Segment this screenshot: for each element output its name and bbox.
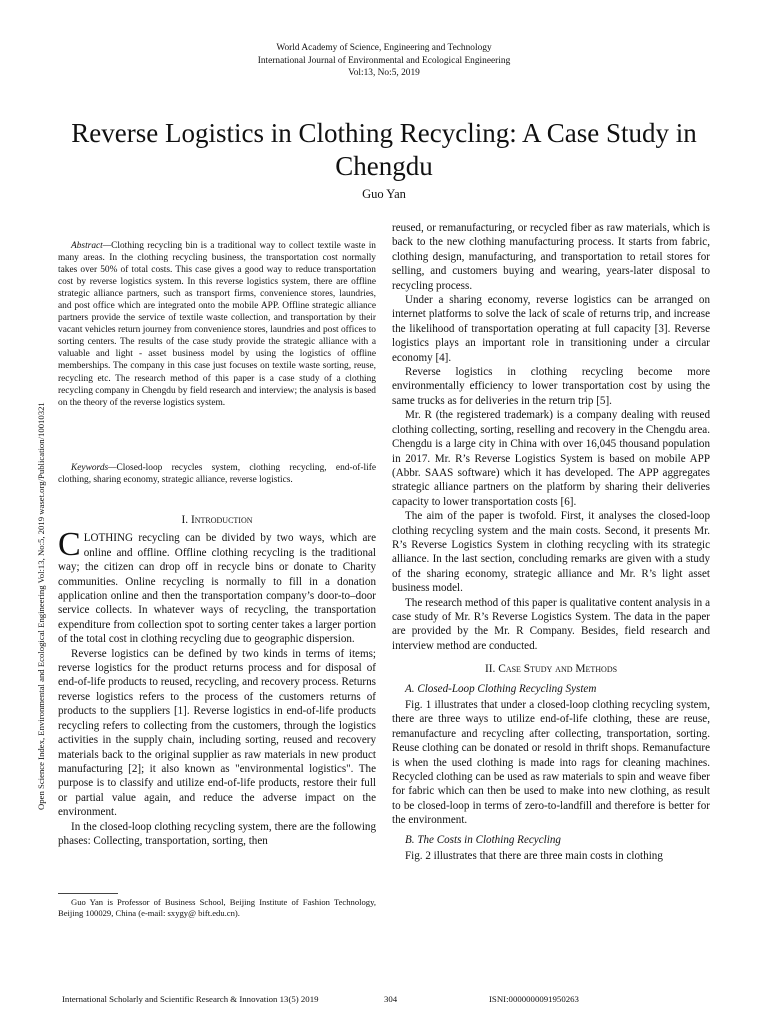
header-line-2: International Journal of Environmental and Ecological Engineering bbox=[257, 55, 511, 66]
side-index-text: Open Science Index, Environmental and Ecological Engineering Vol:13, No:5, 2019 waset.org/Publication/10010321 bbox=[36, 402, 46, 810]
footer-isni: ISNI:0000000091950263 bbox=[489, 994, 579, 1004]
subsection-a-heading: A. Closed-Loop Clothing Recycling System bbox=[405, 682, 597, 695]
right-paragraph-1: Under a sharing economy, reverse logistics can be arranged on internet platforms to solve the lack of scale of returns trip, and increase the likelihood of transportation operating at full capacity [3]. Reverse logistics plays an important role in transitioning under a circular economy [4]. bbox=[392, 294, 710, 364]
footer-page-number: 304 bbox=[384, 994, 398, 1004]
author-footnote: Guo Yan is Professor of Business School, Beijing Institute of Fashion Technology, Beijing 100029, China (e-mail: sxygy@ bift.edu.cn). bbox=[58, 897, 376, 918]
section-heading-case-study: II. Case Study and Methods bbox=[484, 663, 618, 676]
footnote-rule bbox=[58, 893, 118, 894]
keywords bbox=[58, 462, 376, 486]
abstract-label: Abstract— bbox=[71, 241, 112, 251]
keywords-text: Closed-loop recycles system, clothing recycling, end-of-life clothing, sharing economy, strategic alliance, reverse logistics. bbox=[58, 463, 376, 486]
section-heading-introduction: I. Introduction bbox=[181, 514, 253, 526]
paper-title: Reverse Logistics in Clothing Recycling: A Case Study in Chengdu bbox=[71, 118, 697, 181]
right-paragraph-2: Reverse logistics in clothing recycling become more environmentally efficiency to lower transportation cost by using the same trucks as for deliveries in the return trip [5]. bbox=[392, 366, 710, 407]
first-word: LOTHING bbox=[83, 532, 133, 545]
intro-paragraph-1: CLOTHING recycling can be divided by two ways, which are online and offline. Offline clothing recycling is the traditional way; the citizen can drop off in recycle bins or donate to Charity communities. Online recycling is normally to fill in a donation application online and then the transportation company’s door-to–door service collects. In whatever ways of recycling, the transportation expenditure from collection spot to sorting center takes a larger portion of the total cost in clothing recycling due to geographic dispersion. bbox=[58, 526, 376, 646]
header-line-3: Vol:13, No:5, 2019 bbox=[348, 68, 420, 79]
abstract bbox=[58, 240, 376, 409]
right-paragraph-3: Mr. R (the registered trademark) is a company dealing with reused clothing collecting, sorting, reselling and recovery in the Chengdu area. Chengdu is a large city in China with over 16,045 thousand population in 2017. Mr. R’s Reverse Logistics System is based on mobile APP (Abbr. SAAS software) which it has developed. The APP aggregates strategic alliance partners on the platform by sharing their deliveries capacity to lower transportation costs [6]. bbox=[392, 409, 710, 508]
keywords-label: Keywords— bbox=[71, 463, 117, 473]
author-name: Guo Yan bbox=[362, 187, 406, 201]
abstract-text: Clothing recycling bin is a traditional way to collect textile waste in many areas. In the clothing recycling business, the transportation cost normally takes over 50% of total costs. This case gives a good way to reduce transportation cost by reverse logistics system. In this reverse logistics system, there are offline strategic alliance partners, such as transport firms, convenience stores, laundries, and post office which are integrated onto the mobile APP. Offline strategic alliance partners provide the service of textile waste collection, and transportation by their vacant vehicles return journey from convenience stores, laundries and post offices to sorting centers. The results of the case study provide the strategic alliance with a valuable and light - asset business model by using the logistics of offline memberships. The company in this case just focuses on textile waste sorting, reuse, recycling etc. The research method of this paper is a case study of a clothing recycling company in Chengdu by field research and interview; the analysis is based on the theory of the reverse logistics system. bbox=[58, 241, 376, 408]
journal-header bbox=[0, 42, 768, 80]
subsection-b-paragraph: Fig. 2 illustrates that there are three main costs in clothing bbox=[405, 850, 663, 863]
subsection-b-heading: B. The Costs in Clothing Recycling bbox=[405, 833, 561, 846]
intro-paragraph-2: Reverse logistics can be defined by two kinds in terms of items; reverse logistics for the product returns process and for disposal of end-of-life products to reused, recycling, and recovery process. Returns reverse logistics refers to the process of the customers returns of products to the suppliers [1]. Reverse logistics in end-of-life products recycling refers to collecting from the customers, through the logistics activities in the supply chain, including sorting, reused and recovery materials back to the original supplier as raw materials in new product manufacturing [2]; it also known as "environmental logistics". The purpose is to classify and utilize end-of-life products, restore their full or partial value again, and reduce the adverse impact on the environment. bbox=[58, 647, 376, 819]
right-paragraph-5: The research method of this paper is qualitative content analysis in a case study of Mr. R’s Reverse Logistics System. The data in the paper are provided by the Mr. R Company. Besides, field research and interview method are conducted. bbox=[392, 596, 710, 652]
drop-cap: C bbox=[58, 526, 81, 564]
right-column bbox=[392, 221, 710, 863]
footer-journal: International Scholarly and Scientific Research & Innovation 13(5) 2019 bbox=[62, 994, 319, 1004]
header-line-1: World Academy of Science, Engineering and Technology bbox=[276, 43, 492, 53]
introduction-section bbox=[58, 513, 376, 848]
intro-paragraph-3: In the closed-loop clothing recycling system, there are the following phases: Collecting, transportation, sorting, then bbox=[58, 820, 376, 847]
right-paragraph-4: The aim of the paper is twofold. First, it analyses the closed-loop clothing recycling system and the main costs. Second, it presents Mr. R’s Reverse Logistics System in clothing recycling with its strategic alliance. In the last section, concluding remarks are given with a study of the sharing economy, strategic alliance and Mr. R’s light asset business model. bbox=[392, 510, 710, 595]
subsection-a-paragraph: Fig. 1 illustrates that under a closed-loop clothing recycling system, there are three ways to utilize end-of-life clothing, these are reuse, remanufacture and recycling after collecting, transportation, sorting. Reuse clothing can be donated or resold in thrift shops. Remanufacture is when the used clothing is made into rags for cleaning machines. Recycled clothing can be used as raw materials to spin and weave fiber for fabric which can then be used to make into new clothing, as result to be closed-loop in terms of zero-to-landfill and therefore is better for the environment. bbox=[392, 699, 710, 827]
right-paragraph-continued: reused, or remanufacturing, or recycled fiber as raw materials, which is back to the new clothing manufacturing process. It starts from fabric, clothing design, manufacturing, and transportation to retail stores for selling, and customers buying and wearing, years-later disposal to recycling process. bbox=[392, 222, 710, 292]
